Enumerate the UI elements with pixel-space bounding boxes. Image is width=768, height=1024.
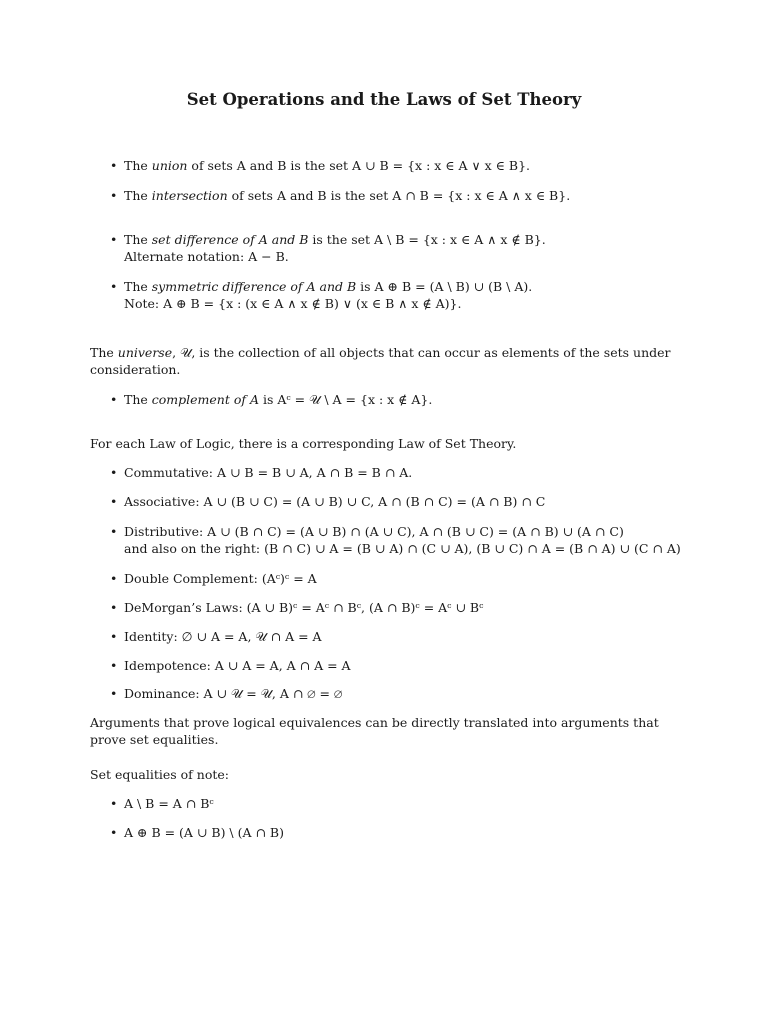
law-idempotence: • Idempotence: A ∪ A = A, A ∩ A = A [110,657,724,674]
term-set-difference: set difference of A and B [151,232,309,247]
equality-item: • A \ B = A ∩ Bᶜ [110,795,724,812]
term-universe: universe [117,345,173,360]
list-item-set-difference: • The set difference of A and B is the set A \ B = {x : x ∈ A ∧ x ∉ B}. Alternate notation: A − B. [110,231,724,265]
law-dominance: • Dominance: A ∪ 𝒰 = 𝒰, A ∩ ∅ = ∅ [110,685,724,702]
page-title: Set Operations and the Laws of Set Theory [186,90,582,109]
alternate-notation: Alternate notation: A − B. [124,249,289,264]
equalities-intro: Set equalities of note: [90,767,229,782]
term-symmetric-difference: symmetric difference of A and B [151,279,357,294]
laws-intro: For each Law of Logic, there is a corresponding Law of Set Theory. [90,436,517,451]
law-identity: • Identity: ∅ ∪ A = A, 𝒰 ∩ A = A [110,628,724,645]
term-union: union [151,158,188,173]
law-distributive-right: and also on the right: (B ∩ C) ∪ A = (B ∪ A) ∩ (C ∪ A), (B ∪ C) ∩ A = (B ∩ A) ∪ (C ∩ A) [124,541,681,556]
law-associative: • Associative: A ∪ (B ∪ C) = (A ∪ B) ∪ C, A ∩ (B ∩ C) = (A ∩ B) ∩ C [110,493,724,510]
arguments-paragraph: Arguments that prove logical equivalences can be directly translated into arguments that prove set equalities. [90,715,659,747]
list-item-symmetric-difference: • The symmetric difference of A and B is A ⊕ B = (A \ B) ∪ (B \ A). Note: A ⊕ B = {x : (x ∈ A ∧ x ∉ B) ∨ (x ∈ B ∧ x ∉ A)}. [110,278,724,312]
symmetric-note: Note: A ⊕ B = {x : (x ∈ A ∧ x ∉ B) ∨ (x ∈ B ∧ x ∉ A)}. [124,296,462,311]
law-double-complement: • Double Complement: (Aᶜ)ᶜ = A [110,570,724,587]
list-item-intersection: • The intersection of sets A and B is the set A ∩ B = {x : x ∈ A ∧ x ∈ B}. [110,187,724,204]
law-commutative: • Commutative: A ∪ B = B ∪ A, A ∩ B = B ∩ A. [110,464,724,481]
term-intersection: intersection [151,188,228,203]
list-item-complement: • The complement of A is Aᶜ = 𝒰 \ A = {x : x ∉ A}. [110,391,724,408]
law-demorgan: • DeMorgan’s Laws: (A ∪ B)ᶜ = Aᶜ ∩ Bᶜ, (A ∩ B)ᶜ = Aᶜ ∪ Bᶜ [110,599,724,616]
law-distributive [110,523,724,557]
equality-item: • A ⊕ B = (A ∪ B) \ (A ∩ B) [110,824,724,841]
list-item-union: • The union of sets A and B is the set A ∪ B = {x : x ∈ A ∨ x ∈ B}. [110,157,724,174]
term-complement: complement of A [151,392,259,407]
law-distributive-left: • Distributive: A ∪ (B ∩ C) = (A ∪ B) ∩ (A ∪ C), A ∩ (B ∪ C) = (A ∩ B) ∪ (A ∩ C) [124,524,624,539]
universe-paragraph: The universe, 𝒰, is the collection of all objects that can occur as elements of the sets under consideration. [90,345,671,377]
